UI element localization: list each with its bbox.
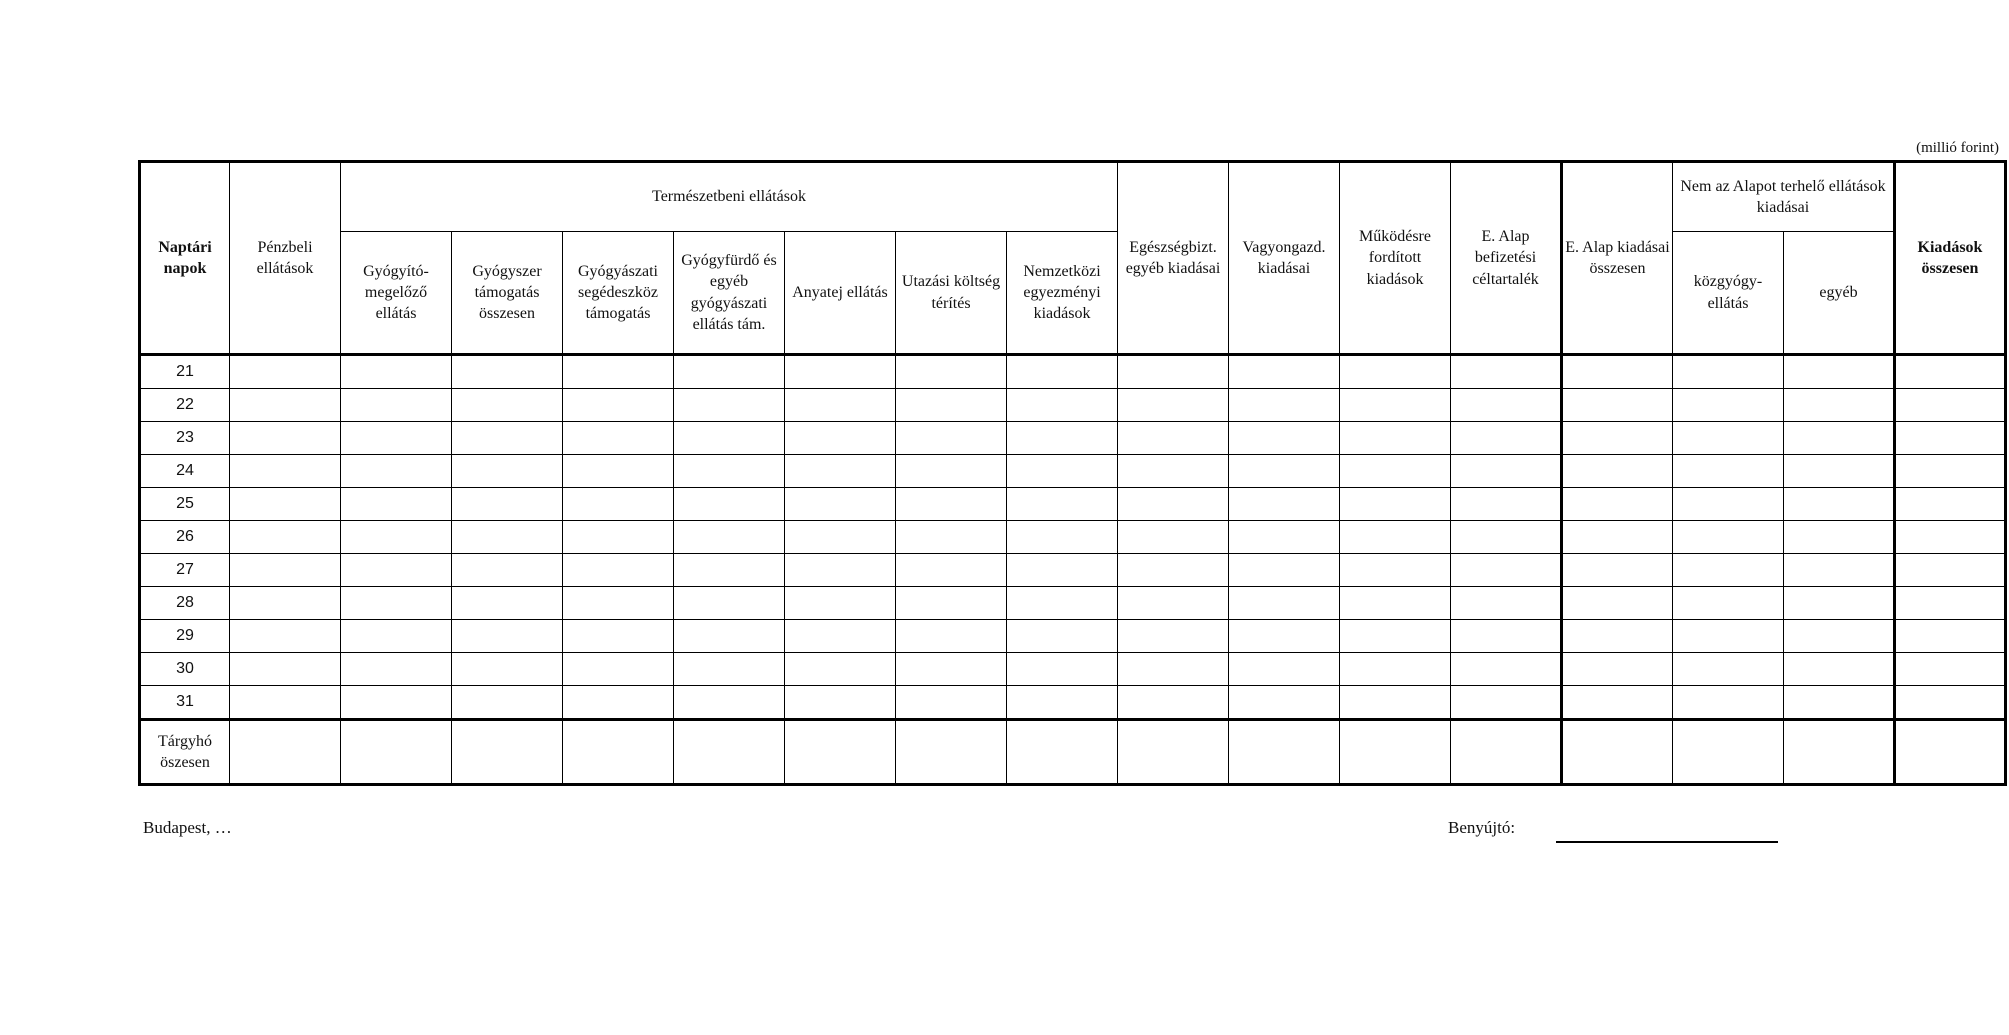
data-cell[interactable] xyxy=(1562,422,1673,455)
header-row-1 xyxy=(140,162,2006,232)
data-cell[interactable] xyxy=(785,620,896,653)
data-cell[interactable] xyxy=(1340,554,1451,587)
total-cell[interactable] xyxy=(1562,720,1673,785)
data-cell[interactable] xyxy=(1895,455,2006,488)
data-cell[interactable] xyxy=(1784,686,1895,720)
header-kozgyogy: közgyógy-ellátás xyxy=(1673,232,1784,355)
table-row xyxy=(140,620,2006,653)
data-cell[interactable] xyxy=(452,686,563,720)
data-cell[interactable] xyxy=(341,686,452,720)
data-cell[interactable] xyxy=(230,355,341,389)
data-cell[interactable] xyxy=(896,422,1007,455)
data-cell[interactable] xyxy=(1784,422,1895,455)
data-cell[interactable] xyxy=(563,686,674,720)
header-egeszsegbizt: Egészségbizt. egyéb kiadásai xyxy=(1118,162,1229,355)
data-cell[interactable] xyxy=(230,521,341,554)
data-cell[interactable] xyxy=(1229,620,1340,653)
data-cell[interactable] xyxy=(230,422,341,455)
data-cell[interactable] xyxy=(896,455,1007,488)
data-cell[interactable] xyxy=(896,686,1007,720)
data-cell[interactable] xyxy=(674,587,785,620)
data-cell[interactable] xyxy=(563,554,674,587)
total-label: Tárgyhó öszesen xyxy=(140,720,230,785)
data-cell[interactable] xyxy=(1340,422,1451,455)
data-cell[interactable] xyxy=(1340,686,1451,720)
day-rows xyxy=(140,355,2006,720)
data-cell[interactable] xyxy=(1673,653,1784,686)
header-segedeszkoz: Gyógyászati segédeszköz támogatás xyxy=(563,232,674,355)
data-cell[interactable] xyxy=(674,355,785,389)
data-cell[interactable] xyxy=(341,389,452,422)
data-cell[interactable] xyxy=(452,587,563,620)
data-cell[interactable] xyxy=(452,422,563,455)
data-cell[interactable] xyxy=(1673,587,1784,620)
data-cell[interactable] xyxy=(341,587,452,620)
data-cell[interactable] xyxy=(1118,587,1229,620)
data-cell[interactable] xyxy=(1340,455,1451,488)
data-cell[interactable] xyxy=(1007,355,1118,389)
header-vagyongazd: Vagyongazd. kiadásai xyxy=(1229,162,1340,355)
data-cell[interactable] xyxy=(230,653,341,686)
data-cell[interactable] xyxy=(1451,455,1562,488)
data-cell[interactable] xyxy=(230,488,341,521)
data-cell[interactable] xyxy=(563,488,674,521)
data-cell[interactable] xyxy=(452,554,563,587)
data-cell[interactable] xyxy=(674,620,785,653)
data-cell[interactable] xyxy=(230,455,341,488)
data-cell[interactable] xyxy=(1340,488,1451,521)
data-cell[interactable] xyxy=(1562,389,1673,422)
data-cell[interactable] xyxy=(1562,653,1673,686)
header-gyogyito: Gyógyító-megelőző ellátás xyxy=(341,232,452,355)
data-cell[interactable] xyxy=(896,620,1007,653)
table-row xyxy=(140,686,2006,720)
data-cell[interactable] xyxy=(785,653,896,686)
header-gyogyfurdo: Gyógyfürdő és egyéb gyógyászati ellátás tám. xyxy=(674,232,785,355)
total-cell[interactable] xyxy=(563,720,674,785)
total-cell[interactable] xyxy=(1340,720,1451,785)
data-cell[interactable] xyxy=(1007,554,1118,587)
total-cell[interactable] xyxy=(1673,720,1784,785)
total-cell[interactable] xyxy=(230,720,341,785)
data-cell[interactable] xyxy=(674,686,785,720)
data-cell[interactable] xyxy=(1895,521,2006,554)
data-cell[interactable] xyxy=(1118,355,1229,389)
data-cell[interactable] xyxy=(1895,686,2006,720)
data-cell[interactable] xyxy=(1673,355,1784,389)
data-cell[interactable] xyxy=(230,587,341,620)
data-cell[interactable] xyxy=(1562,554,1673,587)
data-cell[interactable] xyxy=(1007,587,1118,620)
data-cell[interactable] xyxy=(1562,686,1673,720)
data-cell[interactable] xyxy=(896,389,1007,422)
total-cell[interactable] xyxy=(896,720,1007,785)
data-cell[interactable] xyxy=(452,455,563,488)
data-cell[interactable] xyxy=(1229,587,1340,620)
data-cell[interactable] xyxy=(1340,389,1451,422)
data-cell[interactable] xyxy=(785,422,896,455)
total-row xyxy=(140,720,2006,785)
day-number: 23 xyxy=(140,422,230,455)
data-cell[interactable] xyxy=(1118,521,1229,554)
header-mukodesre: Működésre fordított kiadások xyxy=(1340,162,1451,355)
data-cell[interactable] xyxy=(1229,686,1340,720)
data-cell[interactable] xyxy=(1784,389,1895,422)
data-cell[interactable] xyxy=(1451,422,1562,455)
data-cell[interactable] xyxy=(1895,355,2006,389)
data-cell[interactable] xyxy=(1784,587,1895,620)
data-cell[interactable] xyxy=(896,587,1007,620)
data-cell[interactable] xyxy=(1340,587,1451,620)
expenditure-table xyxy=(138,160,2007,786)
data-cell[interactable] xyxy=(1784,521,1895,554)
data-cell[interactable] xyxy=(1673,422,1784,455)
data-cell[interactable] xyxy=(1340,620,1451,653)
data-cell[interactable] xyxy=(674,422,785,455)
data-cell[interactable] xyxy=(785,554,896,587)
day-number: 25 xyxy=(140,488,230,521)
table-row xyxy=(140,355,2006,389)
data-cell[interactable] xyxy=(674,488,785,521)
data-cell[interactable] xyxy=(1229,488,1340,521)
total-cell[interactable] xyxy=(1784,720,1895,785)
data-cell[interactable] xyxy=(1451,587,1562,620)
data-cell[interactable] xyxy=(1895,587,2006,620)
header-anyatej: Anyatej ellátás xyxy=(785,232,896,355)
data-cell[interactable] xyxy=(785,455,896,488)
header-utazasi: Utazási költség térítés xyxy=(896,232,1007,355)
data-cell[interactable] xyxy=(1229,455,1340,488)
data-cell[interactable] xyxy=(1562,455,1673,488)
data-cell[interactable] xyxy=(1007,521,1118,554)
data-cell[interactable] xyxy=(230,686,341,720)
day-number: 30 xyxy=(140,653,230,686)
header-gyogyszer: Gyógyszer támogatás összesen xyxy=(452,232,563,355)
data-cell[interactable] xyxy=(563,653,674,686)
data-cell[interactable] xyxy=(1451,686,1562,720)
data-cell[interactable] xyxy=(896,521,1007,554)
data-cell[interactable] xyxy=(452,488,563,521)
data-cell[interactable] xyxy=(452,521,563,554)
data-cell[interactable] xyxy=(674,389,785,422)
data-cell[interactable] xyxy=(1007,455,1118,488)
data-cell[interactable] xyxy=(563,587,674,620)
place-date: Budapest, … xyxy=(143,818,232,837)
day-number: 28 xyxy=(140,587,230,620)
data-cell[interactable] xyxy=(1451,355,1562,389)
data-cell[interactable] xyxy=(1118,455,1229,488)
day-number: 31 xyxy=(140,686,230,720)
data-cell[interactable] xyxy=(1451,620,1562,653)
data-cell[interactable] xyxy=(1895,653,2006,686)
header-naptari-napok: Naptári napok xyxy=(140,162,230,355)
total-cell[interactable] xyxy=(1895,720,2006,785)
data-cell[interactable] xyxy=(230,389,341,422)
data-cell[interactable] xyxy=(1562,620,1673,653)
data-cell[interactable] xyxy=(1229,521,1340,554)
data-cell[interactable] xyxy=(1673,620,1784,653)
total-cell[interactable] xyxy=(674,720,785,785)
total-cell[interactable] xyxy=(785,720,896,785)
data-cell[interactable] xyxy=(1229,653,1340,686)
header-kiadasai-osszesen: E. Alap kiadásai összesen xyxy=(1562,162,1673,355)
table-row xyxy=(140,653,2006,686)
data-cell[interactable] xyxy=(1784,554,1895,587)
total-cell[interactable] xyxy=(341,720,452,785)
data-cell[interactable] xyxy=(1451,653,1562,686)
data-cell[interactable] xyxy=(1007,686,1118,720)
data-cell[interactable] xyxy=(896,554,1007,587)
data-cell[interactable] xyxy=(563,355,674,389)
data-cell[interactable] xyxy=(1229,554,1340,587)
data-cell[interactable] xyxy=(1784,653,1895,686)
data-cell[interactable] xyxy=(452,620,563,653)
data-cell[interactable] xyxy=(1451,389,1562,422)
data-cell[interactable] xyxy=(1673,389,1784,422)
table-row xyxy=(140,389,2006,422)
data-cell[interactable] xyxy=(452,355,563,389)
data-cell[interactable] xyxy=(341,455,452,488)
total-cell[interactable] xyxy=(1007,720,1118,785)
data-cell[interactable] xyxy=(1784,355,1895,389)
data-cell[interactable] xyxy=(785,389,896,422)
data-cell[interactable] xyxy=(1673,554,1784,587)
total-cell[interactable] xyxy=(1229,720,1340,785)
data-cell[interactable] xyxy=(230,620,341,653)
data-cell[interactable] xyxy=(1895,422,2006,455)
total-cell[interactable] xyxy=(1118,720,1229,785)
data-cell[interactable] xyxy=(341,355,452,389)
data-cell[interactable] xyxy=(1118,686,1229,720)
signature-line[interactable] xyxy=(1556,841,1778,843)
data-cell[interactable] xyxy=(1118,422,1229,455)
day-number: 26 xyxy=(140,521,230,554)
data-cell[interactable] xyxy=(1784,488,1895,521)
data-cell[interactable] xyxy=(1340,355,1451,389)
data-cell[interactable] xyxy=(1007,488,1118,521)
table-row xyxy=(140,455,2006,488)
data-cell[interactable] xyxy=(341,554,452,587)
data-cell[interactable] xyxy=(563,422,674,455)
data-cell[interactable] xyxy=(785,521,896,554)
submitter-label: Benyújtó: xyxy=(1448,818,1516,837)
table-row xyxy=(140,488,2006,521)
data-cell[interactable] xyxy=(785,686,896,720)
data-cell[interactable] xyxy=(785,355,896,389)
data-cell[interactable] xyxy=(785,488,896,521)
data-cell[interactable] xyxy=(341,521,452,554)
day-number: 27 xyxy=(140,554,230,587)
data-cell[interactable] xyxy=(1229,422,1340,455)
data-cell[interactable] xyxy=(1562,587,1673,620)
data-cell[interactable] xyxy=(1229,389,1340,422)
data-cell[interactable] xyxy=(563,620,674,653)
data-cell[interactable] xyxy=(563,389,674,422)
data-cell[interactable] xyxy=(1451,488,1562,521)
total-cell[interactable] xyxy=(1451,720,1562,785)
table-row xyxy=(140,554,2006,587)
data-cell[interactable] xyxy=(1118,554,1229,587)
table-row xyxy=(140,587,2006,620)
data-cell[interactable] xyxy=(1007,389,1118,422)
data-cell[interactable] xyxy=(341,620,452,653)
data-cell[interactable] xyxy=(1340,653,1451,686)
data-cell[interactable] xyxy=(1562,521,1673,554)
data-cell[interactable] xyxy=(1007,620,1118,653)
day-number: 22 xyxy=(140,389,230,422)
header-row-2 xyxy=(140,232,2006,355)
data-cell[interactable] xyxy=(452,653,563,686)
data-cell[interactable] xyxy=(896,488,1007,521)
data-cell[interactable] xyxy=(1562,488,1673,521)
data-cell[interactable] xyxy=(452,389,563,422)
data-cell[interactable] xyxy=(1118,389,1229,422)
data-cell[interactable] xyxy=(1118,653,1229,686)
header-penzbeli: Pénzbeli ellátások xyxy=(230,162,341,355)
header-nemzetkozi: Nemzetközi egyezményi kiadások xyxy=(1007,232,1118,355)
data-cell[interactable] xyxy=(1673,455,1784,488)
header-termeszetbeni: Természetbeni ellátások xyxy=(341,162,1118,232)
header-nem-az-alapot: Nem az Alapot terhelő ellátások kiadásai xyxy=(1673,162,1895,232)
data-cell[interactable] xyxy=(1340,521,1451,554)
header-kiadasok-osszesen: Kiadások összesen xyxy=(1895,162,2006,355)
data-cell[interactable] xyxy=(896,653,1007,686)
table-row xyxy=(140,521,2006,554)
table-row xyxy=(140,422,2006,455)
data-cell[interactable] xyxy=(1118,488,1229,521)
header-befizetesi: E. Alap befizetési céltartalék xyxy=(1451,162,1562,355)
data-cell[interactable] xyxy=(1673,686,1784,720)
data-cell[interactable] xyxy=(1895,389,2006,422)
data-cell[interactable] xyxy=(1562,355,1673,389)
data-cell[interactable] xyxy=(785,587,896,620)
data-cell[interactable] xyxy=(563,521,674,554)
header-egyeb: egyéb xyxy=(1784,232,1895,355)
data-cell[interactable] xyxy=(563,455,674,488)
data-cell[interactable] xyxy=(1895,620,2006,653)
data-cell[interactable] xyxy=(341,488,452,521)
data-cell[interactable] xyxy=(341,653,452,686)
data-cell[interactable] xyxy=(1118,620,1229,653)
day-number: 29 xyxy=(140,620,230,653)
data-cell[interactable] xyxy=(1451,554,1562,587)
day-number: 24 xyxy=(140,455,230,488)
day-number: 21 xyxy=(140,355,230,389)
data-cell[interactable] xyxy=(674,455,785,488)
data-cell[interactable] xyxy=(674,554,785,587)
data-cell[interactable] xyxy=(674,653,785,686)
data-cell[interactable] xyxy=(896,355,1007,389)
data-cell[interactable] xyxy=(341,422,452,455)
unit-note: (millió forint) xyxy=(1916,140,1999,156)
data-cell[interactable] xyxy=(674,521,785,554)
data-cell[interactable] xyxy=(1895,488,2006,521)
data-cell[interactable] xyxy=(1007,653,1118,686)
total-cell[interactable] xyxy=(452,720,563,785)
data-cell[interactable] xyxy=(1673,488,1784,521)
data-cell[interactable] xyxy=(230,554,341,587)
data-cell[interactable] xyxy=(1784,620,1895,653)
data-cell[interactable] xyxy=(1673,521,1784,554)
data-cell[interactable] xyxy=(1895,554,2006,587)
data-cell[interactable] xyxy=(1784,455,1895,488)
data-cell[interactable] xyxy=(1451,521,1562,554)
data-cell[interactable] xyxy=(1229,355,1340,389)
data-cell[interactable] xyxy=(1007,422,1118,455)
